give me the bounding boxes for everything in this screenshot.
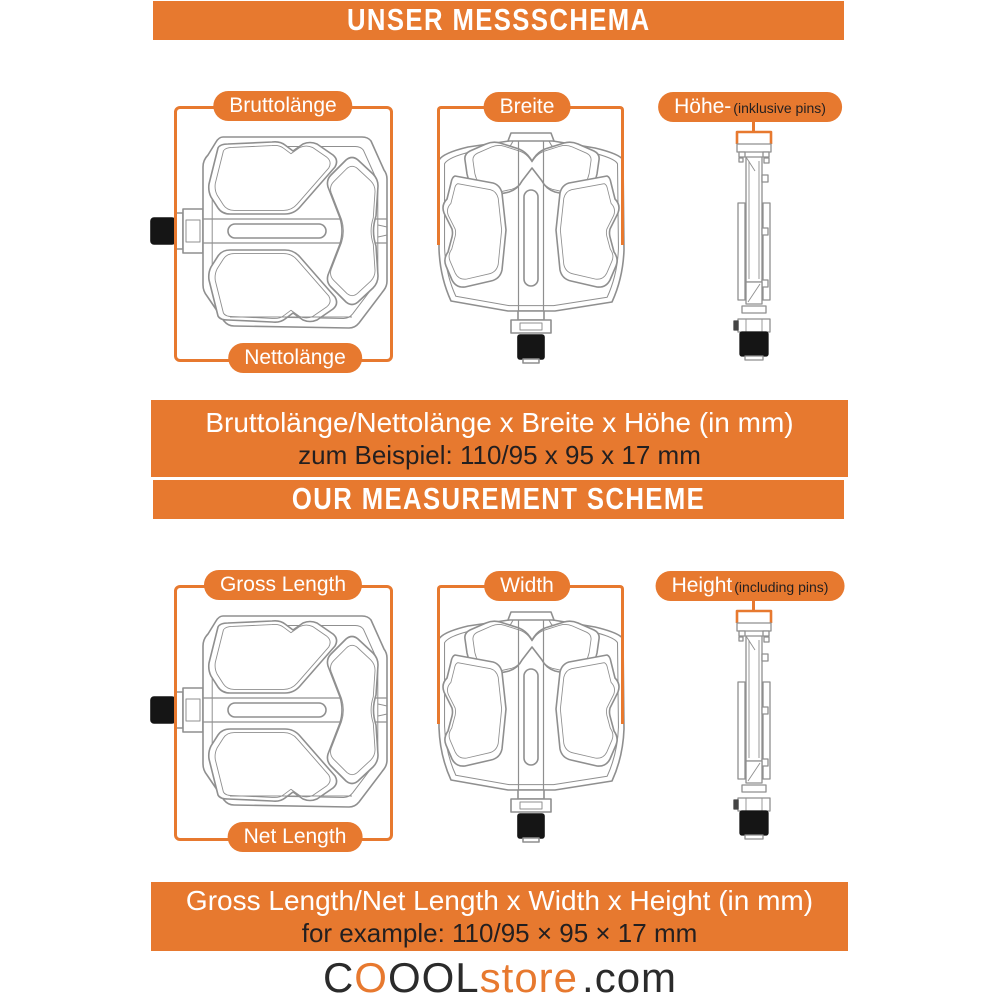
formula-line1-en: Gross Length/Net Length x Width x Height (in mm) (185, 885, 814, 916)
width-pill-en (484, 571, 570, 601)
width-label-de: Breite (499, 95, 555, 118)
formula-block-en (151, 882, 848, 951)
pedal-side-view-en (722, 609, 778, 841)
pedal-side-view-de (722, 130, 778, 362)
logo-store: store (479, 954, 579, 1000)
formula-line1-de: Bruttolänge/Nettolänge x Breite x Höhe (in mm) (205, 407, 794, 438)
gross-length-pill-en (204, 570, 362, 600)
net-length-label-en: Net Length (243, 825, 347, 848)
formula-line2-de: zum Beispiel: 110/95 x 95 x 17 mm (298, 440, 701, 470)
length-bracket-en (174, 585, 393, 841)
net-length-pill-de (228, 343, 362, 373)
height-connector-en (752, 601, 755, 612)
width-bracket-en (437, 585, 624, 724)
formula-line2-en: for example: 110/95 × 95 × 17 mm (301, 918, 698, 948)
height-label-de: Höhe- (674, 95, 732, 118)
width-label-en: Width (500, 574, 554, 597)
net-length-label-de: Nettolänge (244, 346, 346, 369)
logo-ool: OOL (387, 954, 480, 1000)
gross-length-pill-de (213, 91, 352, 121)
height-note-de: (inklusive pins) (733, 100, 826, 116)
cooolstore-logo (0, 954, 1000, 1000)
logo-o-orange: O (354, 954, 388, 1000)
height-pill-de (658, 92, 842, 122)
gross-length-label-de: Bruttolänge (229, 94, 337, 117)
net-length-pill-en (228, 822, 363, 852)
formula-block-de (151, 400, 848, 477)
width-bracket-de (437, 106, 624, 245)
length-bracket-de (174, 106, 393, 362)
height-pill-en (656, 571, 845, 601)
logo-domain: .com (582, 954, 678, 1000)
title-text-de: UNSER MESSSCHEMA (346, 3, 651, 37)
width-pill-de (484, 92, 571, 122)
title-text-en: OUR MEASUREMENT SCHEME (291, 482, 706, 516)
gross-length-label-en: Gross Length (219, 573, 347, 596)
logo-c: C (322, 954, 355, 1000)
height-connector-de (752, 122, 755, 133)
height-label-en: Height (671, 574, 733, 597)
height-note-en: (including pins) (734, 579, 829, 595)
